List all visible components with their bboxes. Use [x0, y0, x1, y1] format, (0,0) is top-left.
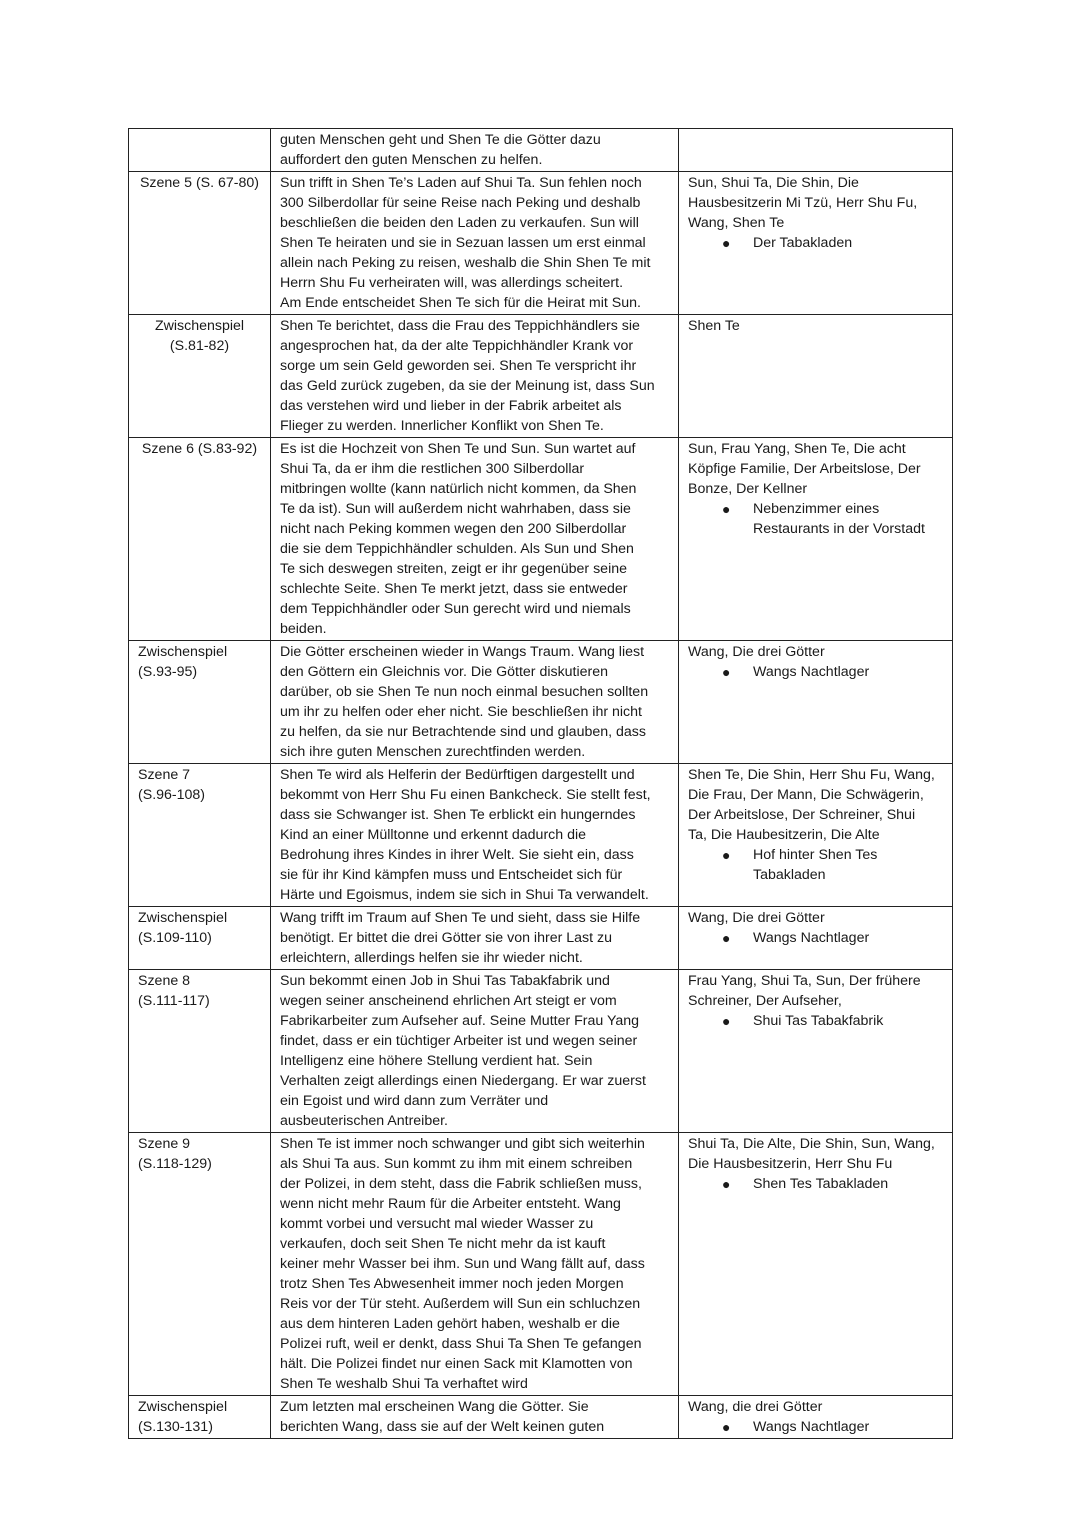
summary-line: Intelligenz eine höhere Stellung verdient hat. Sein [280, 1053, 593, 1069]
summary-line: bekommt von Herr Shu Fu einen Bankcheck. Sie stellt fest, [280, 787, 651, 803]
summary-line: ein Egoist und wird dann zum Verräter und [280, 1093, 549, 1109]
summary-line: darüber, ob sie Shen Te nun noch einmal besuchen sollten [280, 684, 649, 700]
summary-line: dem Teppichhändler oder Sun gerecht wird und niemals [280, 601, 631, 617]
bullet-icon: ● [722, 501, 731, 517]
location-item [688, 845, 946, 885]
characters-line: Die Frau, Der Mann, Die Schwägerin, [688, 787, 924, 803]
summary-line: sich ihre guten Menschen zurechtfinden werden. [280, 744, 586, 760]
summary-line: sorge um sein Geld geworden sei. Shen Te verspricht ihr [280, 358, 637, 374]
summary-line: wegen seiner anscheinend ehrlichen Art steigt er vom [280, 993, 617, 1009]
scene-label: (S.111-117) [138, 993, 210, 1009]
table-row [129, 1133, 953, 1396]
summary-line: den Göttern ein Gleichnis vor. Die Götter diskutieren [280, 664, 609, 680]
summary-line: trotz Shen Tes Abwesenheit immer noch jeden Morgen [280, 1276, 624, 1292]
summary-line: beschließen die beiden den Laden zu verkaufen. Sun will [280, 215, 639, 231]
summary-line: beiden. [280, 621, 327, 637]
scene-cell [129, 172, 271, 315]
bullet-icon: ● [722, 235, 731, 251]
location-text: Der Tabakladen [753, 235, 853, 251]
characters-cell [679, 970, 953, 1133]
characters-cell [679, 438, 953, 641]
table-row [129, 315, 953, 438]
scene-table [128, 128, 953, 1439]
summary-line: Shui Ta, da er ihm die restlichen 300 Silberdollar [280, 461, 585, 477]
scene-label: (S.96-108) [138, 787, 206, 803]
location-list [688, 1417, 946, 1437]
location-item [688, 662, 946, 682]
characters-cell [679, 315, 953, 438]
characters-line: Wang, Die drei Götter [688, 644, 825, 660]
summary-line: ausbeuterischen Antreiber. [280, 1113, 448, 1129]
summary-cell [271, 1133, 679, 1396]
scene-cell [129, 438, 271, 641]
scene-label: Szene 7 [138, 767, 191, 783]
characters-line: Shui Ta, Die Alte, Die Shin, Sun, Wang, [688, 1136, 935, 1152]
location-list [688, 233, 946, 253]
summary-line: Sun bekommt einen Job in Shui Tas Tabakfabrik und [280, 973, 610, 989]
scene-cell [129, 764, 271, 907]
location-list [688, 1011, 946, 1031]
table-row [129, 129, 953, 172]
table-row [129, 970, 953, 1133]
summary-cell [271, 438, 679, 641]
characters-cell [679, 907, 953, 970]
summary-line: Sun trifft in Shen Te’s Laden auf Shui Ta. Sun fehlen noch [280, 175, 642, 191]
location-list [688, 1174, 946, 1194]
location-item [688, 499, 946, 539]
scene-label: Szene 6 (S.83-92) [141, 441, 258, 457]
scene-label: (S.109-110) [138, 930, 212, 946]
summary-line: das verstehen wird und lieber in der Fabrik arbeitet als [280, 398, 622, 414]
summary-line: Zum letzten mal erscheinen Wang die Götter. Sie [280, 1399, 589, 1415]
characters-cell [679, 172, 953, 315]
summary-line: Wang trifft im Traum auf Shen Te und sieht, dass sie Hilfe [280, 910, 641, 926]
scene-label: Zwischenspiel [154, 318, 245, 334]
location-text: Wangs Nachtlager [753, 1419, 870, 1435]
summary-line: Kind an einer Mülltonne und erkennt dadurch die [280, 827, 587, 843]
scene-label: (S.118-129) [138, 1156, 212, 1172]
scene-label: Szene 5 (S. 67-80) [139, 175, 260, 191]
characters-cell [679, 641, 953, 764]
summary-line: kommt vorbei und versucht mal wieder Wasser zu [280, 1216, 594, 1232]
summary-line: 300 Silberdollar für seine Reise nach Peking und deshalb [280, 195, 641, 211]
characters-line: Schreiner, Der Aufseher, [688, 993, 842, 1009]
table-row [129, 641, 953, 764]
summary-line: Shen Te ist immer noch schwanger und gibt sich weiterhin [280, 1136, 645, 1152]
summary-line: der Polizei, in dem steht, dass die Fabrik schließen muss, [280, 1176, 642, 1192]
characters-cell [679, 129, 953, 172]
location-item [688, 1011, 946, 1031]
bullet-icon: ● [722, 1419, 731, 1435]
scene-label: (S.130-131) [138, 1419, 213, 1435]
summary-line: angesprochen hat, da der alte Teppichhändler Krank vor [280, 338, 634, 354]
scene-table-page [128, 128, 952, 1439]
scene-label: (S.81-82) [169, 338, 230, 354]
characters-line: Sun, Frau Yang, Shen Te, Die acht [688, 441, 906, 457]
location-text: Wangs Nachtlager [753, 930, 870, 946]
summary-line: Te sich deswegen streiten, zeigt er ihr gegenüber seine [280, 561, 628, 577]
characters-line: Shen Te [688, 318, 740, 334]
summary-line: zu helfen, da sie nur Betrachtende sind und glauben, dass [280, 724, 646, 740]
summary-line: aus dem hinteren Laden gehört haben, weshalb er die [280, 1316, 620, 1332]
characters-line: Der Arbeitslose, Der Schreiner, Shui [688, 807, 916, 823]
summary-cell [271, 172, 679, 315]
summary-line: guten Menschen geht und Shen Te die Götter dazu [280, 132, 601, 148]
summary-line: sie für ihr Kind kämpfen muss und Entscheidet sich für [280, 867, 623, 883]
summary-line: keiner mehr Wasser bei ihm. Sun und Wang fällt auf, dass [280, 1256, 645, 1272]
summary-cell [271, 129, 679, 172]
summary-line: hält. Die Polizei findet nur einen Sack mit Klamotten von [280, 1356, 633, 1372]
scene-cell [129, 641, 271, 764]
scene-cell [129, 315, 271, 438]
location-list [688, 499, 946, 539]
characters-cell [679, 1396, 953, 1439]
summary-line: wenn nicht mehr Raum für die Arbeiter entsteht. Wang [280, 1196, 621, 1212]
location-text: Nebenzimmer eines Restaurants in der Vorstadt [753, 501, 925, 537]
location-text: Shui Tas Tabakfabrik [753, 1013, 884, 1029]
location-list [688, 662, 946, 682]
characters-line: Shen Te, Die Shin, Herr Shu Fu, Wang, [688, 767, 935, 783]
characters-cell [679, 764, 953, 907]
scene-label: Zwischenspiel [138, 910, 228, 926]
summary-line: schlechte Seite. Shen Te merkt jetzt, dass sie entweder [280, 581, 628, 597]
summary-cell [271, 764, 679, 907]
summary-line: Flieger zu werden. Innerlicher Konflikt von Shen Te. [280, 418, 604, 434]
bullet-icon: ● [722, 1013, 731, 1029]
summary-line: auffordert den guten Menschen zu helfen. [280, 152, 543, 168]
scene-cell [129, 1396, 271, 1439]
summary-cell [271, 315, 679, 438]
summary-line: die sie dem Teppichhändler schulden. Als Sun und Shen [280, 541, 634, 557]
summary-line: Herrn Shu Fu verheiraten will, was allerdings scheitert. [280, 275, 624, 291]
scene-table-body [129, 129, 953, 1439]
location-item [688, 233, 946, 253]
location-text: Shen Tes Tabakladen [753, 1176, 889, 1192]
scene-label: Zwischenspiel [138, 644, 228, 660]
summary-line: als Shui Ta aus. Sun kommt zu ihm mit einem schreiben [280, 1156, 633, 1172]
summary-line: berichten Wang, dass sie auf der Welt keinen guten [280, 1419, 605, 1435]
summary-line: Shen Te berichtet, dass die Frau des Teppichhändlers sie [280, 318, 640, 334]
location-list [688, 845, 946, 885]
table-row [129, 1396, 953, 1439]
characters-line: Frau Yang, Shui Ta, Sun, Der frühere [688, 973, 921, 989]
characters-cell [679, 1133, 953, 1396]
characters-line: Bonze, Der Kellner [688, 481, 808, 497]
summary-line: Shen Te wird als Helferin der Bedürftigen dargestellt und [280, 767, 635, 783]
characters-line: Wang, die drei Götter [688, 1399, 823, 1415]
table-row [129, 907, 953, 970]
summary-line: nicht nach Peking kommen wegen den 200 Silberdollar [280, 521, 627, 537]
summary-line: dass sie Schwanger ist. Shen Te erblickt ein hungerndes [280, 807, 636, 823]
summary-line: das Geld zurück zugeben, da sie der Meinung ist, dass Sun [280, 378, 655, 394]
characters-line: Sun, Shui Ta, Die Shin, Die [688, 175, 859, 191]
summary-line: Polizei ruft, weil er denkt, dass Shui Ta Shen Te gefangen [280, 1336, 642, 1352]
scene-label: Szene 9 [138, 1136, 191, 1152]
characters-line: Köpfige Familie, Der Arbeitslose, Der [688, 461, 921, 477]
scene-label: (S.93-95) [138, 664, 198, 680]
summary-cell [271, 970, 679, 1133]
scene-label: Zwischenspiel [138, 1399, 228, 1415]
location-list [688, 928, 946, 948]
location-text: Wangs Nachtlager [753, 664, 870, 680]
summary-line: Es ist die Hochzeit von Shen Te und Sun. Sun wartet auf [280, 441, 636, 457]
summary-line: benötigt. Er bittet die drei Götter sie von ihrer Last zu [280, 930, 612, 946]
characters-line: Wang, Shen Te [688, 215, 785, 231]
summary-line: Shen Te heiraten und sie in Sezuan lassen um erst einmal [280, 235, 646, 251]
scene-label: Szene 8 [138, 973, 191, 989]
summary-line: Härte und Egoismus, indem sie sich in Shui Ta verwandelt. [280, 887, 649, 903]
summary-line: Reis vor der Tür steht. Außerdem will Sun ein schluchzen [280, 1296, 641, 1312]
bullet-icon: ● [722, 1176, 731, 1192]
location-item [688, 928, 946, 948]
summary-line: Te da ist). Sun will außerdem nicht wahrhaben, dass sie [280, 501, 631, 517]
summary-cell [271, 641, 679, 764]
table-row [129, 438, 953, 641]
location-item [688, 1417, 946, 1437]
summary-line: Verhalten zeigt allerdings einen Niedergang. Er war zuerst [280, 1073, 646, 1089]
location-item [688, 1174, 946, 1194]
summary-line: allein nach Peking zu reisen, weshalb die Shin Shen Te mit [280, 255, 651, 271]
summary-line: Bedrohung ihres Kindes in ihrer Welt. Sie sieht ein, dass [280, 847, 634, 863]
bullet-icon: ● [722, 847, 731, 863]
bullet-icon: ● [722, 930, 731, 946]
summary-line: Die Götter erscheinen wieder in Wangs Traum. Wang liest [280, 644, 645, 660]
summary-line: Am Ende entscheidet Shen Te sich für die Heirat mit Sun. [280, 295, 641, 311]
summary-line: verkaufen, doch seit Shen Te nicht mehr da ist kauft [280, 1236, 606, 1252]
summary-line: Fabrikarbeiter zum Aufseher auf. Seine Mutter Frau Yang [280, 1013, 640, 1029]
summary-line: um ihr zu helfen oder eher nicht. Sie beschließen ihr nicht [280, 704, 642, 720]
summary-line: Shen Te weshalb Shui Ta verhaftet wird [280, 1376, 528, 1392]
scene-cell [129, 129, 271, 172]
characters-line: Hausbesitzerin Mi Tzü, Herr Shu Fu, [688, 195, 918, 211]
bullet-icon: ● [722, 664, 731, 680]
scene-cell [129, 1133, 271, 1396]
characters-line: Die Hausbesitzerin, Herr Shu Fu [688, 1156, 893, 1172]
summary-line: findet, dass er ein tüchtiger Arbeiter ist und wegen seiner [280, 1033, 638, 1049]
characters-line: Ta, Die Haubesitzerin, Die Alte [688, 827, 880, 843]
table-row [129, 764, 953, 907]
table-row [129, 172, 953, 315]
summary-line: erleichtern, allerdings helfen sie ihr wieder nicht. [280, 950, 583, 966]
characters-line: Wang, Die drei Götter [688, 910, 825, 926]
summary-line: mitbringen wollte (kann natürlich nicht kommen, da Shen [280, 481, 637, 497]
summary-cell [271, 1396, 679, 1439]
location-text: Hof hinter Shen Tes Tabakladen [753, 847, 878, 883]
summary-cell [271, 907, 679, 970]
scene-cell [129, 970, 271, 1133]
scene-cell [129, 907, 271, 970]
